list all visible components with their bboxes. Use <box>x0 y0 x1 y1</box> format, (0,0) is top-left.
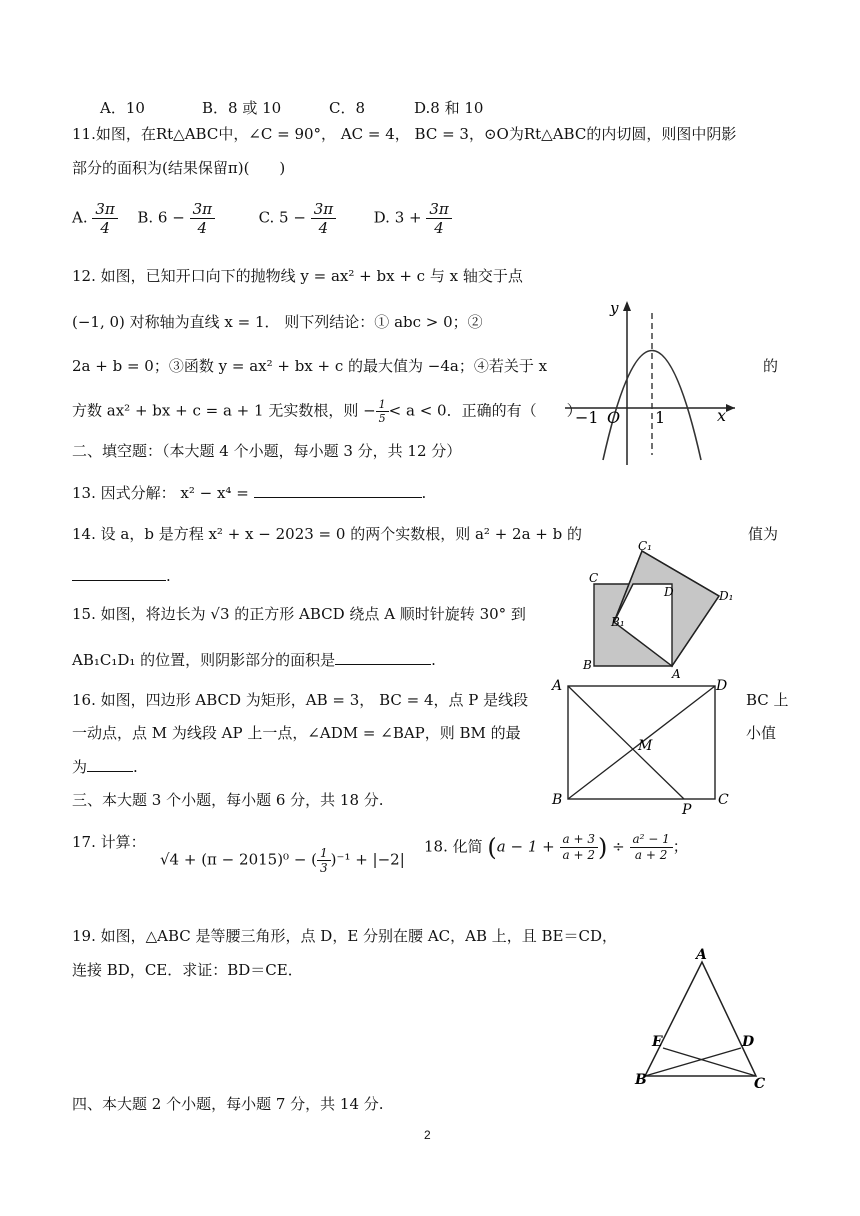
y-label: y <box>610 299 619 317</box>
q15-rotated-square-figure <box>580 538 745 680</box>
q16-rectangle-figure <box>548 676 738 816</box>
neg-one-label: −1 <box>575 408 599 427</box>
q15-line2: AB₁C₁D₁ 的位置，则阴影部分的面积是 . <box>72 651 436 669</box>
q14-answer-blank[interactable] <box>72 566 166 581</box>
label-a: A <box>672 667 681 680</box>
q17-expression: √4 + (π − 2015)⁰ − ( $\frac{1}{3}$ )⁻¹ + |−2| <box>160 846 405 875</box>
q11-line2: 部分的面积为(结果保留π)( ) <box>72 159 286 177</box>
q14-line2: . <box>72 566 171 586</box>
q12-parabola-graph <box>565 295 745 470</box>
label-d1: D₁ <box>719 589 734 603</box>
q12-line3-tail: 的 <box>763 357 779 375</box>
label-c: C <box>589 571 599 585</box>
segment-ap <box>568 686 684 799</box>
x-label: x <box>717 406 727 425</box>
label-c: C <box>754 1076 766 1092</box>
q16-line1-tail: BC 上 <box>746 691 789 709</box>
q13-answer-blank[interactable] <box>254 483 422 498</box>
q12-line4: 方数 ax² + bx + c = a + 1 无实数根，则 − $\frac{1}{5}$ < a < 0．正确的有（ ） <box>72 398 582 425</box>
q11-opt-b-frac: $\frac{3\pi}{4}$ <box>190 200 215 237</box>
q11-opt-c-prefix: C. 5 − <box>258 208 306 227</box>
label-m: M <box>638 738 653 754</box>
q16-line2: 一动点，点 M 为线段 AP 上一点，∠ADM = ∠BAP，则 BM 的最 <box>72 724 521 742</box>
q16-line1: 16. 如图，四边形 ABCD 为矩形，AB = 3， BC = 4，点 P 是线段 <box>72 691 529 709</box>
label-d: D <box>742 1034 755 1050</box>
q19-line1: 19. 如图，△ABC 是等腰三角形，点 D，E 分别在腰 AC，AB 上，且 BE＝CD， <box>72 927 617 945</box>
q11-opt-d-prefix: D. 3 + <box>373 208 422 227</box>
q13-line: 13. 因式分解： x² − x⁴ = . <box>72 484 427 502</box>
label-a: A <box>552 678 563 694</box>
q10-option-b: B．8 或 10 <box>202 99 282 117</box>
q10-option-a: A．10 <box>100 99 145 117</box>
q12-line3: 2a + b = 0；③函数 y = ax² + bx + c 的最大值为 −4a；④若关于 x <box>72 357 548 375</box>
label-b: B <box>583 658 592 672</box>
section4-heading: 四、本大题 2 个小题，每小题 7 分，共 14 分. <box>72 1095 384 1113</box>
label-b1: B₁ <box>611 615 625 629</box>
q11-opt-b-prefix: B. 6 − <box>137 208 185 227</box>
q14-line1-tail: 值为 <box>748 525 779 543</box>
y-axis-arrow-icon <box>623 301 631 311</box>
q15-line1: 15. 如图，将边长为 √3 的正方形 ABCD 绕点 A 顺时针旋转 30° 到 <box>72 605 526 623</box>
label-p: P <box>682 802 692 816</box>
label-e: E <box>652 1034 663 1050</box>
q12-line2: (−1, 0) 对称轴为直线 x = 1． 则下列结论：① abc > 0；② <box>72 313 483 331</box>
q17-label: 17. 计算： <box>72 833 146 851</box>
label-a: A <box>696 947 707 963</box>
origin-label: O <box>607 408 621 427</box>
q15-answer-blank[interactable] <box>335 650 431 665</box>
label-c: C <box>718 792 729 808</box>
q11-opt-c-frac: $\frac{3\pi}{4}$ <box>311 200 336 237</box>
q14-line1: 14. 设 a，b 是方程 x² + x − 2023 = 0 的两个实数根，则 a² + 2a + b 的 <box>72 525 582 543</box>
label-d: D <box>716 678 728 694</box>
q16-line2-tail: 小值 <box>746 724 777 742</box>
section2-heading: 二、填空题：（本大题 4 个小题，每小题 3 分，共 12 分） <box>72 442 462 460</box>
q19-triangle-figure <box>632 944 782 1092</box>
q11-opt-a-prefix: A. <box>72 208 88 227</box>
label-c1: C₁ <box>638 539 652 553</box>
q16-answer-blank[interactable] <box>87 757 133 772</box>
q18-line: 18. 化简 (a − 1 + $\frac{a + 3}{a + 2}$ ) ÷ $\frac{\text{a² − 1}}{a + 2}$ ； <box>424 832 688 862</box>
segment-ce <box>663 1048 756 1076</box>
q11-options <box>72 200 452 237</box>
label-b: B <box>635 1072 647 1088</box>
label-d: D <box>664 585 674 599</box>
one-label: 1 <box>655 408 666 427</box>
q11-opt-d-frac: $\frac{3\pi}{4}$ <box>426 200 451 237</box>
segment-bd <box>645 1048 741 1076</box>
q16-line3: 为 . <box>72 758 138 776</box>
q10-option-d: D.8 和 10 <box>414 99 484 117</box>
q12-line1: 12. 如图，已知开口向下的抛物线 y = ax² + bx + c 与 x 轴交于点 <box>72 267 523 285</box>
q10-option-c: C．8 <box>329 99 366 117</box>
page-number: 2 <box>424 1128 431 1142</box>
label-b: B <box>552 792 563 808</box>
q11-opt-a-frac: $\frac{3\pi}{4}$ <box>92 200 117 237</box>
x-axis-arrow-icon <box>726 404 735 412</box>
q19-line2: 连接 BD，CE．求证：BD＝CE． <box>72 961 303 979</box>
q11-line1: 11.如图，在Rt△ABC中，∠C = 90°， AC = 4， BC = 3，⊙O为Rt△ABC的内切圆，则图中阴影 <box>72 125 737 143</box>
section3-heading: 三、本大题 3 个小题，每小题 6 分，共 18 分. <box>72 791 384 809</box>
